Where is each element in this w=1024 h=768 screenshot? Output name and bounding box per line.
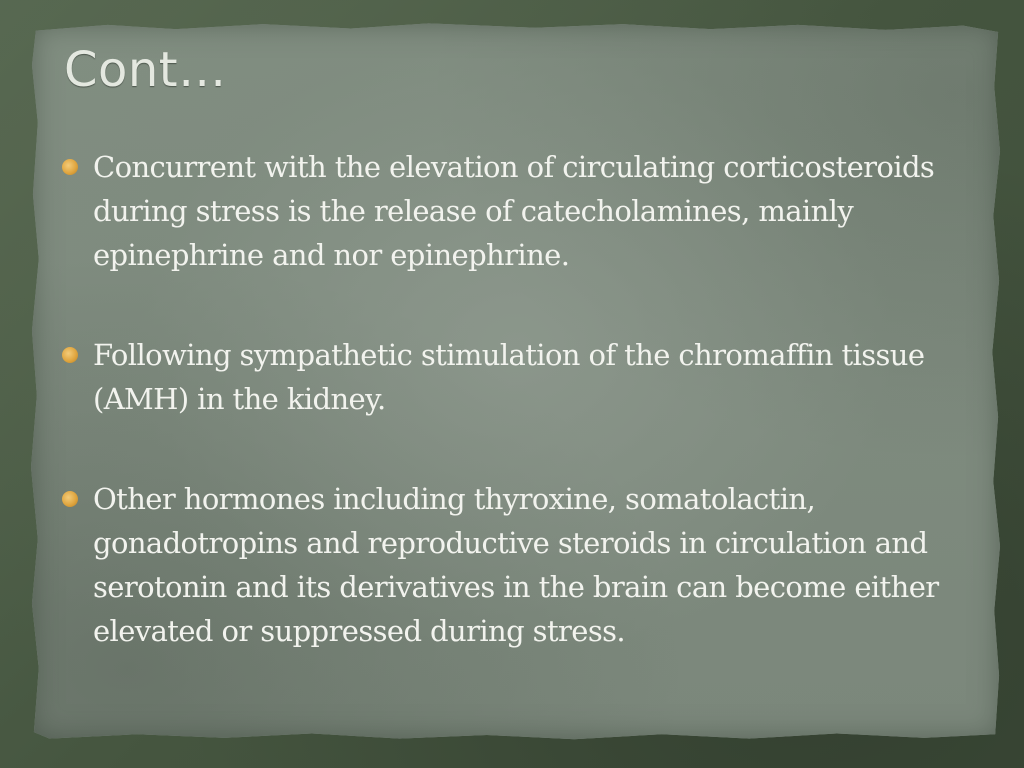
bullet-text-3: Other hormones including thyroxine, somatolactin, gonadotropins and reproductive steroids in circulation and serotonin and its derivatives in the brain can become either elevated or suppressed during stress. bbox=[93, 482, 939, 648]
slide-title: Cont… bbox=[64, 42, 227, 98]
bullet-dot-icon bbox=[62, 491, 78, 507]
bullet-item-2 bbox=[60, 333, 970, 421]
bullet-item-3 bbox=[60, 477, 970, 653]
bullet-text-1: Concurrent with the elevation of circulating corticosteroids during stress is the release of catecholamines, mainly epinephrine and nor epinephrine. bbox=[93, 150, 935, 272]
bullet-item-1 bbox=[60, 145, 970, 277]
bullet-text-2: Following sympathetic stimulation of the chromaffin tissue (AMH) in the kidney. bbox=[93, 338, 925, 416]
bullet-dot-icon bbox=[62, 347, 78, 363]
bullet-dot-icon bbox=[62, 159, 78, 175]
bullet-list bbox=[60, 145, 970, 653]
